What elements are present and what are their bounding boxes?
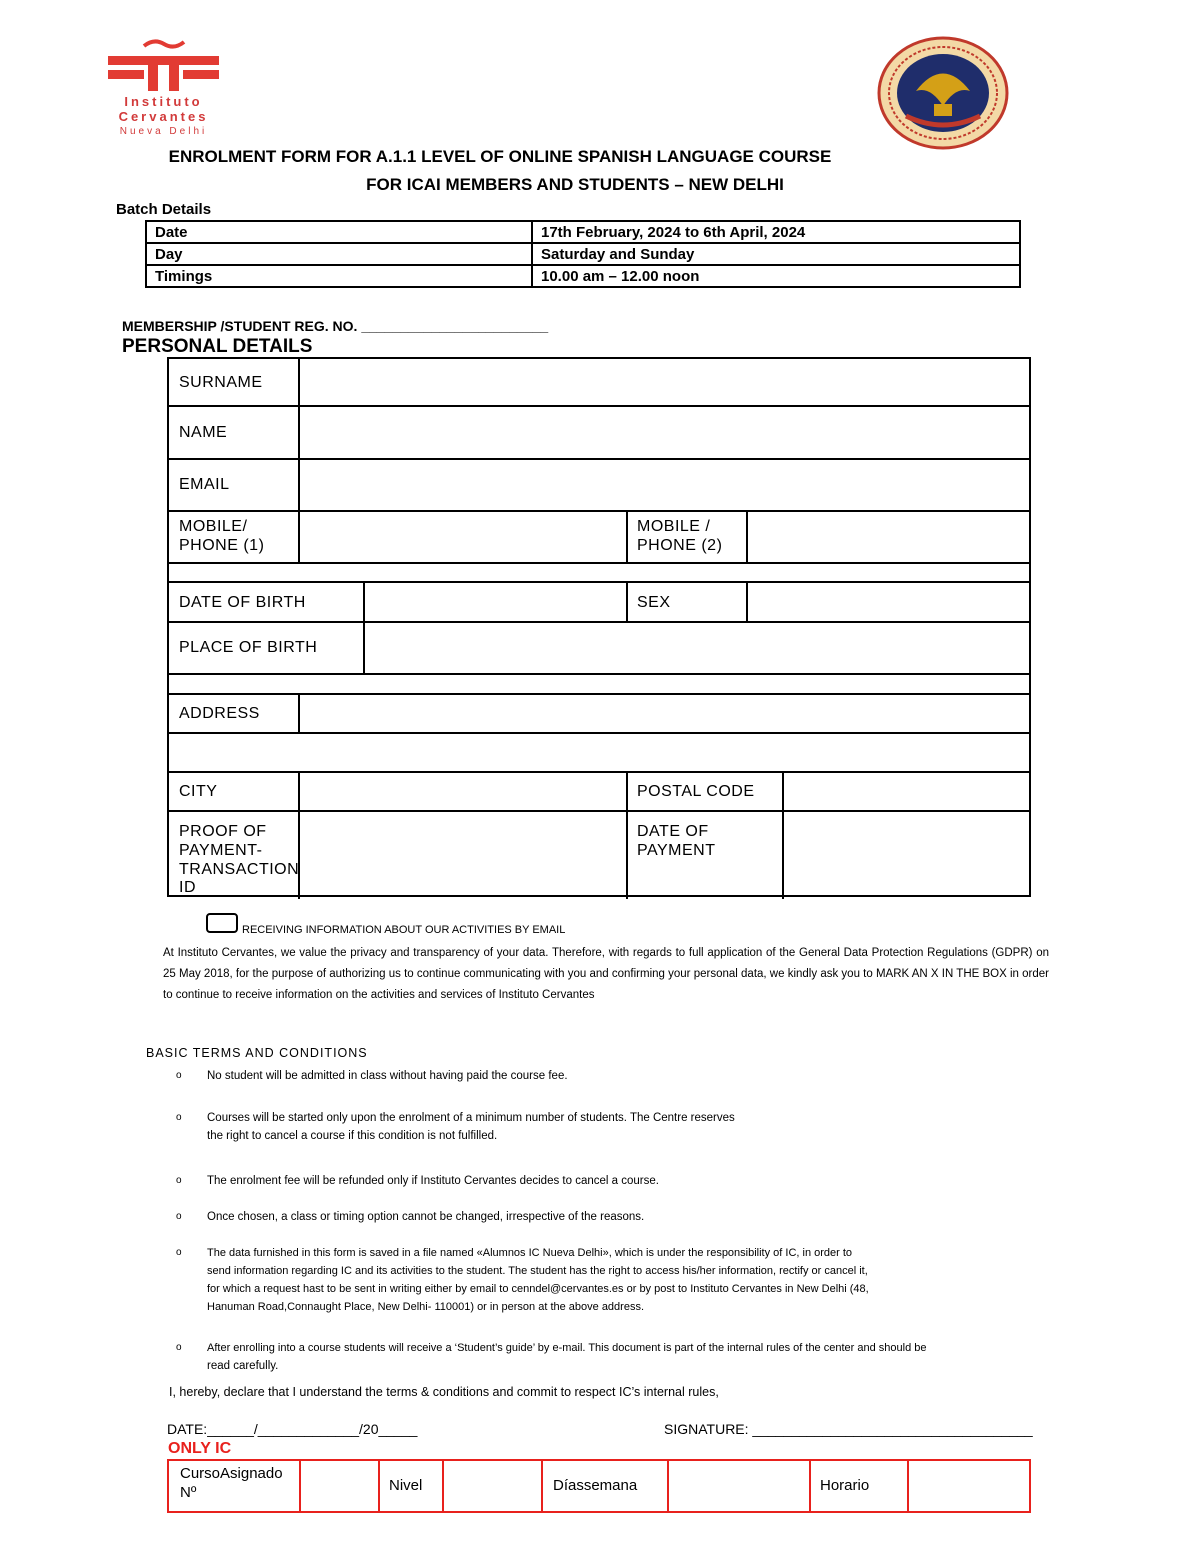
nivel-label: Nivel [389, 1477, 423, 1494]
sex-field[interactable] [748, 583, 1029, 621]
proof-label-d: ID [179, 879, 196, 896]
batch-value: Saturday and Sunday [532, 243, 1020, 265]
address-field[interactable] [300, 695, 1029, 732]
term-text: send information regarding IC and its activities to the student. The student has the right to access his/her information, rectify or cancel it, [207, 1265, 868, 1277]
table-row [146, 221, 1020, 243]
batch-key: Timings [146, 265, 532, 287]
mobile1-label-b: PHONE (1) [179, 537, 265, 554]
mobile2-label-a: MOBILE / [637, 518, 711, 535]
sex-label: SEX [637, 594, 671, 611]
nivel-field[interactable] [444, 1461, 541, 1511]
gdpr-paragraph: At Instituto Cervantes, we value the privacy and transparency of your data. Therefore, with regards to full application of the General Data Protection Regulations (GDPR) on 25 May 2018, for the purpose of authorizing us to continue communicating with you and confirming your personal data, we kindly ask you to MARK AN X IN THE BOX in order to continue to receive information on the activities and services of Instituto Cervantes [163, 947, 1049, 1001]
declaration-text: I, hereby, declare that I understand the terms & conditions and commit to respect IC’s internal rules, [169, 1385, 719, 1399]
term-text: read carefully. [207, 1360, 279, 1372]
email-consent-checkbox[interactable] [206, 913, 238, 933]
logo-line2: Cervantes [118, 109, 209, 124]
batch-details-label: Batch Details [116, 201, 212, 218]
bullet-icon: o [176, 1342, 182, 1353]
mobile2-label-b: PHONE (2) [637, 537, 723, 554]
personal-details-form [167, 357, 1031, 897]
mobile1-label-a: MOBILE/ [179, 518, 248, 535]
term-text: the right to cancel a course if this condition is not fulfilled. [207, 1130, 498, 1142]
horario-field[interactable] [909, 1461, 1029, 1511]
logo-line1: Instituto [124, 94, 203, 109]
place-of-birth-field[interactable] [365, 623, 1029, 673]
curso-label-a: CursoAsignado [180, 1465, 283, 1482]
date-field[interactable]: DATE:______/_____________/20_____ [167, 1421, 418, 1437]
term-text: for which a request hast to be sent in writing either by email to cenndel@cervantes.es or by post to Instituto Cervantes in New Delhi (48, [207, 1283, 869, 1295]
proof-label-b: PAYMENT- [179, 842, 263, 859]
form-title-line2: FOR ICAI MEMBERS AND STUDENTS – NEW DELHI [366, 175, 784, 194]
batch-value: 10.00 am – 12.00 noon [532, 265, 1020, 287]
form-title-line1: ENROLMENT FORM FOR A.1.1 LEVEL OF ONLINE SPANISH LANGUAGE COURSE [168, 147, 832, 166]
surname-field[interactable] [300, 359, 1029, 405]
term-text: No student will be admitted in class without having paid the course fee. [207, 1070, 568, 1082]
only-ic-table [167, 1459, 1031, 1513]
email-consent-label: RECEIVING INFORMATION ABOUT OUR ACTIVITIES BY EMAIL [242, 924, 566, 936]
table-row [146, 243, 1020, 265]
bullet-icon: o [176, 1112, 182, 1123]
membership-reg-no[interactable]: MEMBERSHIP /STUDENT REG. NO. ________________________ [122, 318, 549, 334]
only-ic-title: ONLY IC [168, 1440, 232, 1457]
address-label: ADDRESS [179, 705, 260, 722]
surname-label: SURNAME [179, 374, 263, 391]
signature-field[interactable]: SIGNATURE: ____________________________________ [664, 1421, 1033, 1437]
pob-label: PLACE OF BIRTH [179, 639, 318, 656]
postal-code-field[interactable] [784, 773, 1029, 810]
dias-label: Díassemana [553, 1477, 638, 1494]
instituto-cervantes-logo [106, 38, 221, 138]
email-field[interactable] [300, 460, 1029, 510]
transaction-id-field[interactable] [300, 812, 626, 897]
name-label: NAME [179, 424, 228, 441]
mobile1-field[interactable] [300, 512, 626, 562]
proof-label-a: PROOF OF [179, 823, 267, 840]
term-text: The data furnished in this form is saved in a file named «Alumnos IC Nueva Delhi», which is under the responsibility of IC, in order to [207, 1247, 853, 1259]
terms-title: BASIC TERMS AND CONDITIONS [146, 1046, 368, 1060]
table-row [146, 265, 1020, 287]
term-text: Once chosen, a class or timing option cannot be changed, irrespective of the reasons. [207, 1211, 645, 1223]
dop-label-b: PAYMENT [637, 842, 716, 859]
dop-label-a: DATE OF [637, 823, 709, 840]
term-text: Courses will be started only upon the enrolment of a minimum number of students. The Centre reserves [207, 1112, 735, 1124]
name-field[interactable] [300, 407, 1029, 458]
mobile2-field[interactable] [748, 512, 1029, 562]
bullet-icon: o [176, 1211, 182, 1222]
bullet-icon: o [176, 1247, 182, 1258]
batch-key: Date [146, 221, 532, 243]
term-text: Hanuman Road,Connaught Place, New Delhi- 110001) or in person at the above address. [207, 1301, 645, 1313]
proof-label-c: TRANSACTION [179, 861, 300, 878]
date-of-birth-field[interactable] [365, 583, 626, 621]
batch-value: 17th February, 2024 to 6th April, 2024 [532, 221, 1020, 243]
dob-label: DATE OF BIRTH [179, 594, 306, 611]
term-text: After enrolling into a course students will receive a ‘Student’s guide’ by e-mail. This document is part of the internal rules of the center and should be [207, 1342, 927, 1354]
postal-code-label: POSTAL CODE [637, 783, 755, 800]
batch-details-table [145, 220, 1021, 288]
batch-key: Day [146, 243, 532, 265]
bullet-icon: o [176, 1070, 182, 1081]
icai-seal-logo [876, 36, 1010, 150]
city-field[interactable] [300, 773, 626, 810]
curso-field[interactable] [301, 1461, 378, 1511]
horario-label: Horario [820, 1477, 870, 1494]
date-of-payment-field[interactable] [784, 812, 1029, 897]
logo-line3: Nueva Delhi [119, 126, 208, 137]
term-text: The enrolment fee will be refunded only if Instituto Cervantes decides to cancel a course. [207, 1175, 659, 1187]
personal-details-title: PERSONAL DETAILS [122, 336, 313, 357]
email-label: EMAIL [179, 476, 230, 493]
city-label: CITY [179, 783, 218, 800]
dias-field[interactable] [669, 1461, 809, 1511]
bullet-icon: o [176, 1175, 182, 1186]
curso-label-b: Nº [180, 1484, 197, 1501]
instituto-cervantes-emblem [106, 38, 221, 98]
address-line2-field[interactable] [169, 734, 1029, 771]
